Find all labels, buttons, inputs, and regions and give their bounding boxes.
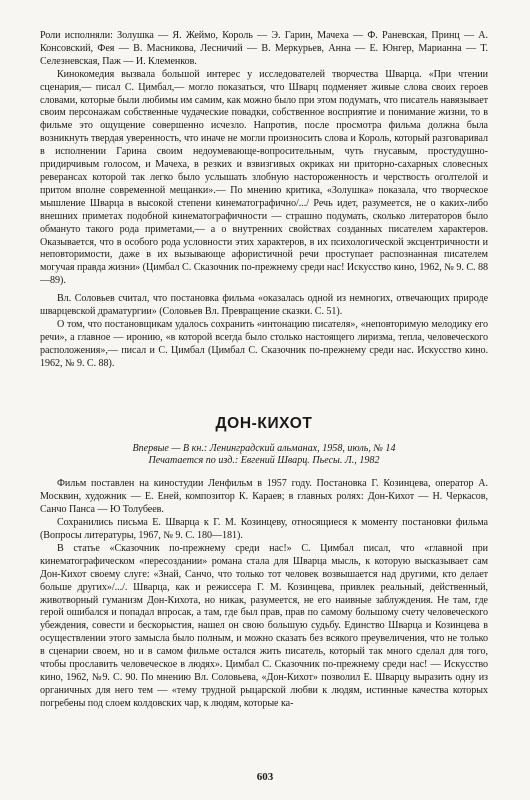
commentary-previous-section	[40, 30, 488, 371]
publication-note	[40, 443, 488, 469]
page-number: 603	[256, 771, 274, 783]
commentary-paragraph: О том, что постановщикам удалось сохранить «интонацию писателя», «неповторимую мелодику его речи», а главное — иронию, «в которой всегда было столько настоящего лиризма, тепла, человеческого расположения»,— писал и С. Цимбал (Цимбал С. Сказочник по-прежнему среди нас. Искусство кино. 1962, № 9. С. 88).	[40, 318, 488, 369]
cast-paragraph: Роли исполняли: Золушка — Я. Жеймо, Король — Э. Гарин, Мачеха — Ф. Раневская, Принц — А. Консовский, Фея — В. Масникова, Лесничий — В. Меркурьев, Анна — Е. Юнгер, Марианна — Т. Селезневская, Паж — И. Клеменков.	[40, 30, 488, 67]
section-body	[40, 478, 488, 710]
publication-note-line: Впервые — В кн.: Ленинградский альманах, 1958, июль, № 14	[132, 442, 396, 454]
publication-note-line: Печатается по изд.: Евгений Шварц. Пьесы. Л., 1982	[148, 455, 380, 467]
section-title: ДОН-КИХОТ	[215, 414, 313, 432]
body-paragraph: Сохранились письма Е. Шварца к Г. М. Козинцеву, относящиеся к моменту постановки фильма (Вопросы литературы, 1967, № 9. С. 180—181).	[40, 517, 488, 541]
body-paragraph: В статье «Сказочник по-прежнему среди нас!» С. Цимбал писал, что «главной при кинематографическом «пересоздании» романа стала для Шварца мысль, к которую высказывает сам Дон-Кихот своему слуге: «Знай, Санчо, что только тот человек возвышается над другими, кто делает больше других»/.../. Шварца, как и режиссера Г. М. Козинцева, привлек реальный, действенный, животворный гуманизм Дон-Кихота, но никак, разумеется, не его наивные заблуждения. Не там, где герой ошибался и попадал впросак, а там, где был прав, прав по самому большому счету человеческого убеждения, совести и бескорыстия, нашел он свою большую судьбу. Единство Шварца и Козинцева в осуществлении этого замысла было полным, и можно сказать без всякого преувеличения, что не только в сценарии своем, но и в самом фильме остался жить писатель, который так много сделал для того, чтобы прославить человеческое в людях». Цимбал С. Сказочник по-прежнему среди нас! — Искусство кино, 1962, №9. С. 90. По мнению Вл. Соловьева, «Дон-Кихот» позволил Е. Шварцу выразить одну из органичных для него тем — «тему трудной рыцарской любви к людям, истинные качества которых погребены под слоем колдовских чар, к людям, которые ка-	[40, 542, 488, 709]
commentary-paragraph: Вл. Соловьев считал, что постановка фильма «оказалась одной из немногих, отвечающих природе шварцевской драматургии» (Соловьев Вл. Превращение сказки. С. 51).	[40, 293, 488, 318]
body-paragraph: Фильм поставлен на киностудии Ленфильм в 1957 году. Постановка Г. Козинцева, оператор А. Москвин, художник — Е. Еней, композитор К. Караев; в главных ролях: Дон-Кихот — Н. Черкасов, Санчо Панса — Ю Толубеев.	[40, 478, 488, 516]
commentary-paragraph: Кинокомедия вызвала большой интерес у исследователей творчества Шварца. «При чтении сценария,— писал С. Цимбал,— могло показаться, что Шварц подменяет живые слова своих героев словами, которые были любимы им самим, как можно было при этом подумать, что писатель навязывает своим персонажам собственные чудаческие повадки, собственное восприятие и понимание жизни, то в фильме это ощущение совершенно исчезло. Напротив, после просмотра фильма должна была возникнуть твердая уверенность, что иначе не могли произносить слова и Король, который разговаривал в исполнении Гарина своим недоумевающе-вопросительным, чуть гнусавым, простудушно-придирчивым голосом, и Мачеха, в резких и взвизгивых окриках ни приторно-сахарных словесных реверансах которой так легко было услышать злобную настороженность и черствость оголтелой и притом вполне современной мещанки».— По мнению критика, «Золушка» показала, что творческое мышление Шварца в высокой степени кинематографично/.../ Речь идет, разумеется, не о каких-либо внешних приметах подобной кинематографичности — страшно подумать, сколько литераторов было обмануто такого рода приметами,— а о внутренних свойствах созданных писателем характеров. Оказывается, что в особого рода условности этих характеров, в их психологической эксцентричности и неповторимости, даже в их вызывающе афористичной речи проступает распознанная писателем могучая правда жизни» (Цимбал С. Сказочник по-прежнему среди нас! Искусство кино, 1962, № 9. С. 88—89).	[40, 68, 488, 287]
